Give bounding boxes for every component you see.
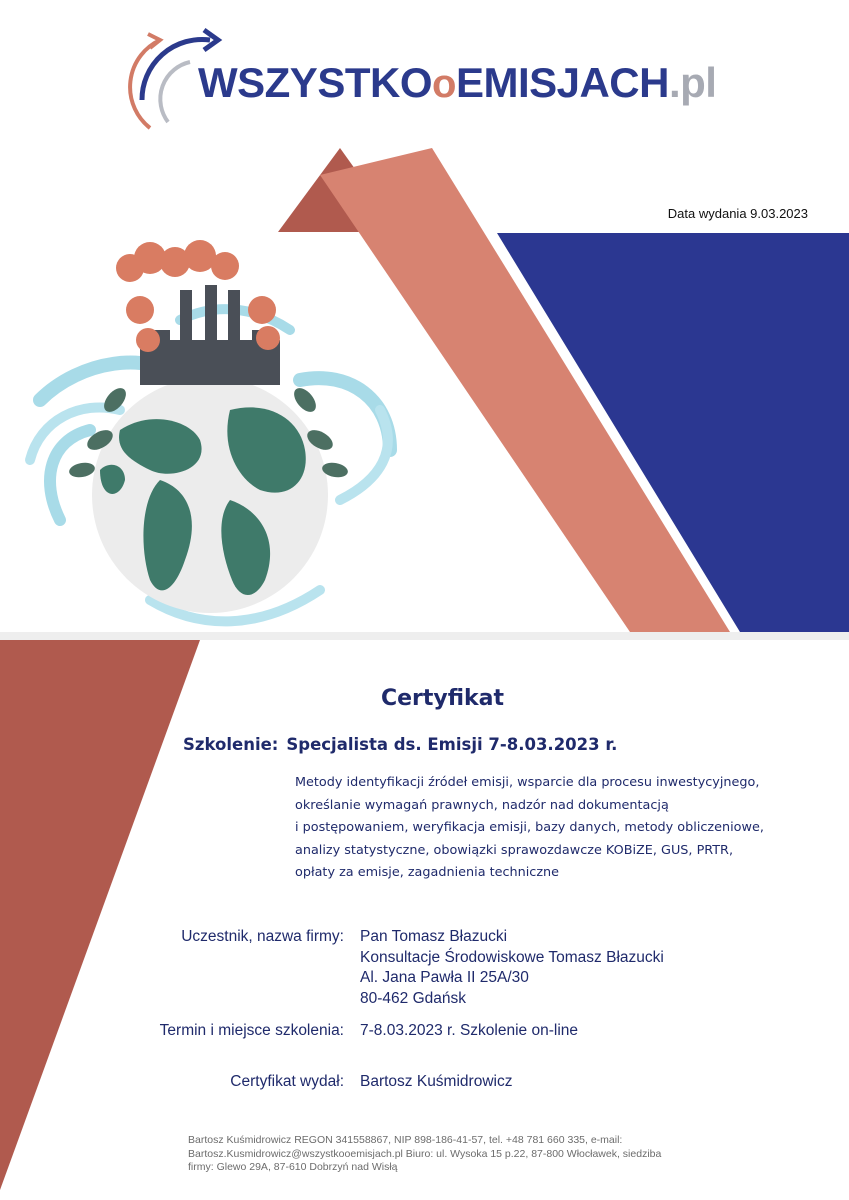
- description-line: opłaty za emisje, zagadnienia techniczne: [295, 865, 560, 880]
- training-name: Specjalista ds. Emisji 7-8.03.2023 r.: [286, 735, 618, 754]
- divider-shadow: [0, 632, 849, 640]
- issue-date: Data wydania 9.03.2023: [667, 206, 808, 221]
- training-description: [295, 772, 825, 885]
- logo-part-4: .pl: [668, 59, 717, 106]
- footer-contact: [188, 1134, 728, 1175]
- issuer-label: Certyfikat wydał:: [230, 1073, 344, 1090]
- description-line: Metody identyfikacji źródeł emisji, wsparcie dla procesu inwestycyjnego,: [295, 775, 760, 790]
- term-label: Termin i miejsce szkolenia:: [159, 1022, 344, 1039]
- description-line: określanie wymagań prawnych, nadzór nad dokumentacją: [295, 797, 669, 813]
- participant-city: 80-462 Gdańsk: [360, 989, 466, 1007]
- logo-wordmark: [198, 59, 717, 106]
- participant-address: Al. Jana Pawła II 25A/30: [360, 969, 529, 986]
- bottom-brick-band: [0, 640, 200, 1190]
- certificate-title: Certyfikat: [380, 686, 505, 711]
- training-label: Szkolenie:: [183, 735, 279, 754]
- footer-line: Bartosz Kuśmidrowicz REGON 341558867, NIP 898-186-41-57, tel. +48 781 660 335, e-mail:: [188, 1134, 623, 1146]
- term-value: 7-8.03.2023 r. Szkolenie on-line: [360, 1022, 579, 1039]
- participant-details: [360, 927, 664, 1009]
- participant-label: Uczestnik, nazwa firmy:: [181, 928, 344, 945]
- earth-factory-illustration: [30, 240, 390, 621]
- logo-part-2: o: [432, 62, 456, 106]
- logo-part-1: WSZYSTKO: [198, 59, 432, 106]
- footer-line: Bartosz.Kusmidrowicz@wszystkooemisjach.pl Biuro: ul. Wysoka 15 p.22, 87-800 Włocławek, siedziba: [188, 1147, 662, 1160]
- description-line: i postępowaniem, weryfikacja emisji, bazy danych, metody obliczeniowe,: [295, 820, 764, 835]
- participant-company: Konsultacje Środowiskowe Tomasz Błazucki: [360, 948, 664, 966]
- logo-part-3: EMISJACH: [455, 59, 669, 106]
- footer-line: firmy: Glewo 29A, 87-610 Dobrzyń nad Wisłą: [188, 1161, 398, 1173]
- training-line: [183, 735, 617, 754]
- description-line: analizy statystyczne, obowiązki sprawozdawcze KOBiZE, GUS, PRTR,: [295, 842, 734, 858]
- issuer-value: Bartosz Kuśmidrowicz: [360, 1073, 513, 1090]
- participant-name: Pan Tomasz Błazucki: [360, 928, 508, 945]
